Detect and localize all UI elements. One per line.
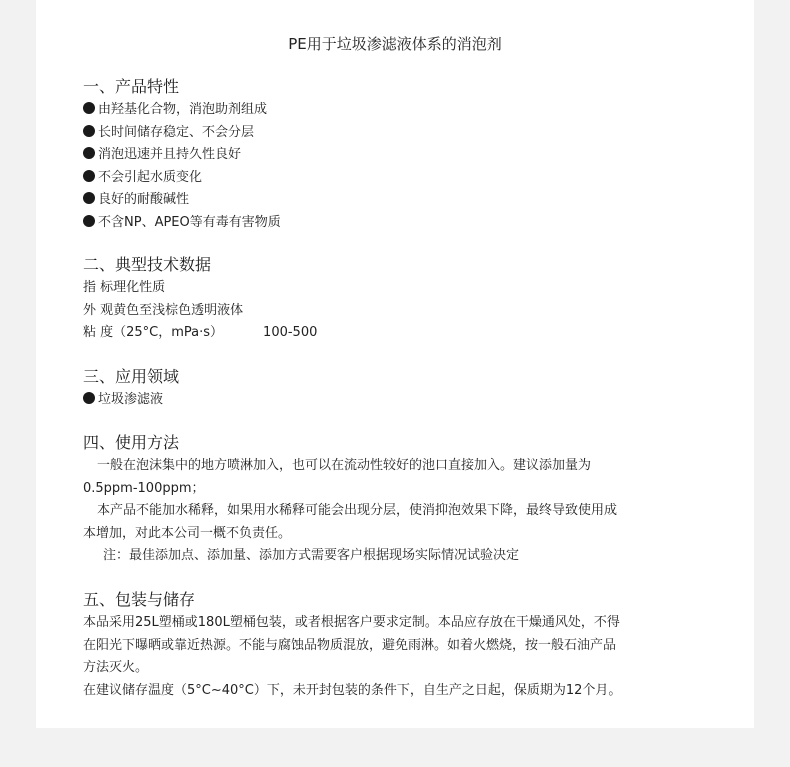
- usage-paragraph-line: 本产品不能加水稀释，如果用水稀释可能会出现分层，使消抑泡效果下降，最终导致使用成: [97, 503, 618, 518]
- bullet-icon: [83, 215, 95, 227]
- spec-row-header: 指 标理化性质: [83, 280, 166, 295]
- section-heading: 一、产品特性: [83, 77, 180, 96]
- storage-paragraph-line: 方法灭火。: [83, 660, 149, 675]
- application-item: 垃圾渗滤液: [83, 389, 723, 412]
- storage-paragraph-line: 在阳光下曝晒或靠近热源。不能与腐蚀品物质混放，避免雨淋。如着火燃烧，按一般石油产品: [83, 637, 617, 653]
- bullet-icon: [83, 102, 95, 114]
- bullet-icon: [83, 125, 95, 137]
- storage-paragraph-line: 在建议储存温度（5°C~40°C）下，未开封包装的条件下，自生产之日起，保质期为12个月。: [83, 682, 622, 698]
- usage-paragraph-line: 一般在泡沫集中的地方喷淋加入，也可以在流动性较好的池口直接加入。建议添加量为: [97, 458, 592, 473]
- feature-item: 不含NP、APEO等有毒有害物质: [83, 212, 723, 235]
- section-application: [83, 365, 723, 412]
- section-specs: [83, 253, 723, 345]
- usage-paragraph-line: 0.5ppm-100ppm；: [83, 480, 205, 496]
- section-heading: 五、包装与储存: [83, 590, 196, 609]
- section-usage: [83, 431, 723, 568]
- bullet-icon: [83, 392, 95, 404]
- usage-note: 注：最佳添加点、添加量、添加方式需要客户根据现场实际情况试验决定: [103, 548, 520, 563]
- bullet-icon: [83, 147, 95, 159]
- section-features: [83, 75, 723, 234]
- spec-row-appearance: 外 观黄色至浅棕色透明液体: [83, 302, 244, 318]
- section-heading: 三、应用领域: [83, 367, 180, 386]
- feature-item: 长时间储存稳定、不会分层: [83, 122, 723, 145]
- feature-item: 不会引起水质变化: [83, 167, 723, 190]
- viscosity-label: 粘 度（25°C，mPa·s）: [83, 325, 224, 340]
- document-card: [36, 0, 754, 728]
- section-heading: 二、典型技术数据: [83, 255, 212, 274]
- usage-paragraph-line: 本增加，对此本公司一概不负责任。: [83, 525, 292, 541]
- section-heading: 四、使用方法: [83, 433, 180, 452]
- storage-paragraph-line: 本品采用25L塑桶或180L塑桶包装，或者根据客户要求定制。本品应存放在干燥通风处，不得: [83, 615, 620, 630]
- feature-item: 消泡迅速并且持久性良好: [83, 144, 723, 167]
- feature-item: 由羟基化合物，消泡助剂组成: [83, 99, 723, 122]
- section-storage: [83, 588, 723, 702]
- bullet-icon: [83, 192, 95, 204]
- spec-row-viscosity: [83, 322, 723, 345]
- viscosity-value: 100-500: [263, 325, 318, 340]
- feature-item: 良好的耐酸碱性: [83, 189, 723, 212]
- document-title: PE用于垃圾渗滤液体系的消泡剂: [288, 35, 502, 53]
- bullet-icon: [83, 170, 95, 182]
